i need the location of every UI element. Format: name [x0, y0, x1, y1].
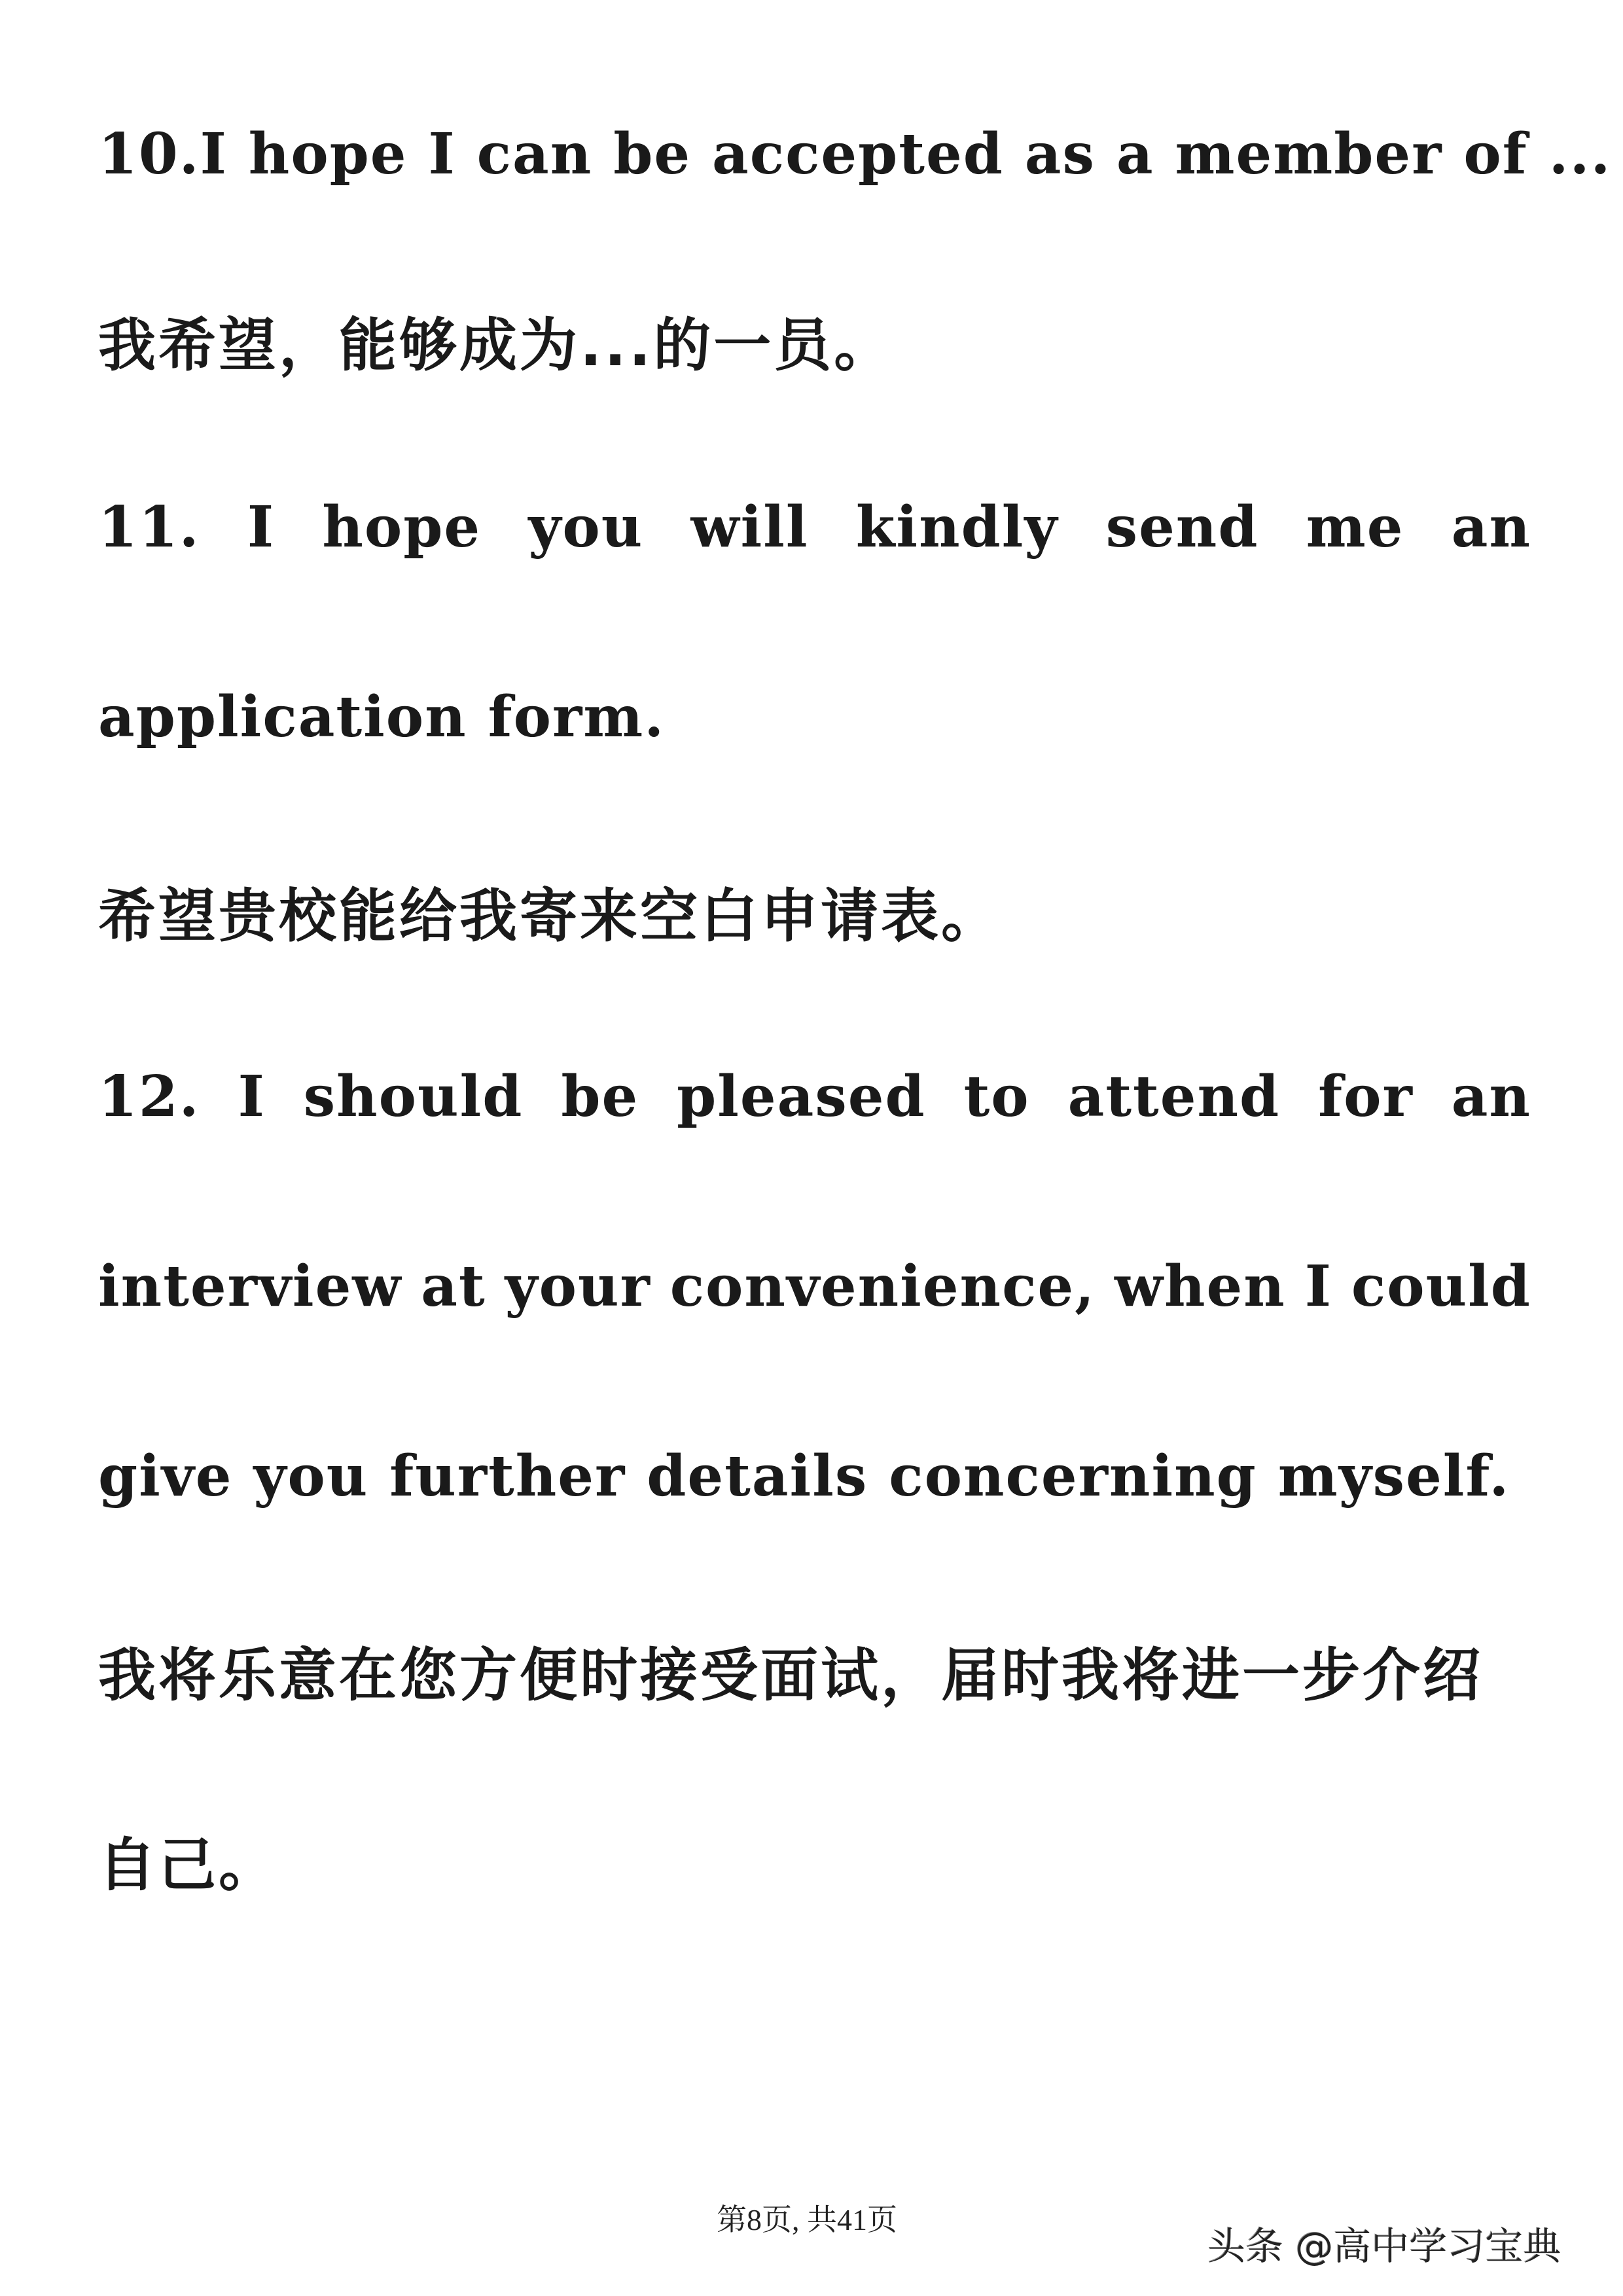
word: could — [1351, 1253, 1531, 1319]
paragraph-11-english-line-2: application form. — [98, 684, 666, 750]
word: 12. — [98, 1064, 200, 1130]
word: attend — [1067, 1064, 1281, 1130]
paragraph-12-english-line-2 — [98, 1253, 1531, 1319]
paragraph-12-chinese-line-1: 我将乐意在您方便时接受面试，届时我将进一步介绍 — [98, 1641, 1484, 1709]
word: will — [690, 494, 809, 560]
word: hope — [322, 494, 482, 560]
word: an — [1451, 494, 1531, 560]
word: me — [1306, 494, 1404, 560]
word: be — [561, 1064, 639, 1130]
word: for — [1318, 1064, 1414, 1130]
word: convenience, — [669, 1253, 1096, 1319]
paragraph-10-chinese: 我希望，能够成为...的一员。 — [98, 312, 895, 379]
word: pleased — [677, 1064, 926, 1130]
word: I — [1304, 1253, 1332, 1319]
word: you — [528, 494, 644, 560]
word: I — [247, 494, 276, 560]
paragraph-10-english: 10.I hope I can be accepted as a member of ... — [98, 121, 1612, 187]
paragraph-12-chinese-line-2: 自己。 — [98, 1831, 279, 1899]
word: when — [1115, 1253, 1286, 1319]
word: kindly — [855, 494, 1059, 560]
watermark: 头条 @高中学习宝典 — [1207, 2224, 1561, 2269]
word: interview — [98, 1253, 402, 1319]
paragraph-12-english-line-3: give you further details concerning myself. — [98, 1443, 1510, 1509]
paragraph-12-english-line-1 — [98, 1064, 1531, 1130]
word: your — [505, 1253, 651, 1319]
page-indicator: 第8页, 共41页 — [717, 2203, 897, 2236]
word: at — [421, 1253, 486, 1319]
word: to — [963, 1064, 1030, 1130]
word: an — [1451, 1064, 1531, 1130]
word: send — [1105, 494, 1259, 560]
paragraph-11-chinese: 希望贵校能给我寄来空白申请表。 — [98, 882, 1002, 950]
paragraph-11-english-line-1 — [98, 494, 1531, 560]
word: I — [238, 1064, 266, 1130]
word: should — [303, 1064, 524, 1130]
word: 11. — [98, 494, 200, 560]
